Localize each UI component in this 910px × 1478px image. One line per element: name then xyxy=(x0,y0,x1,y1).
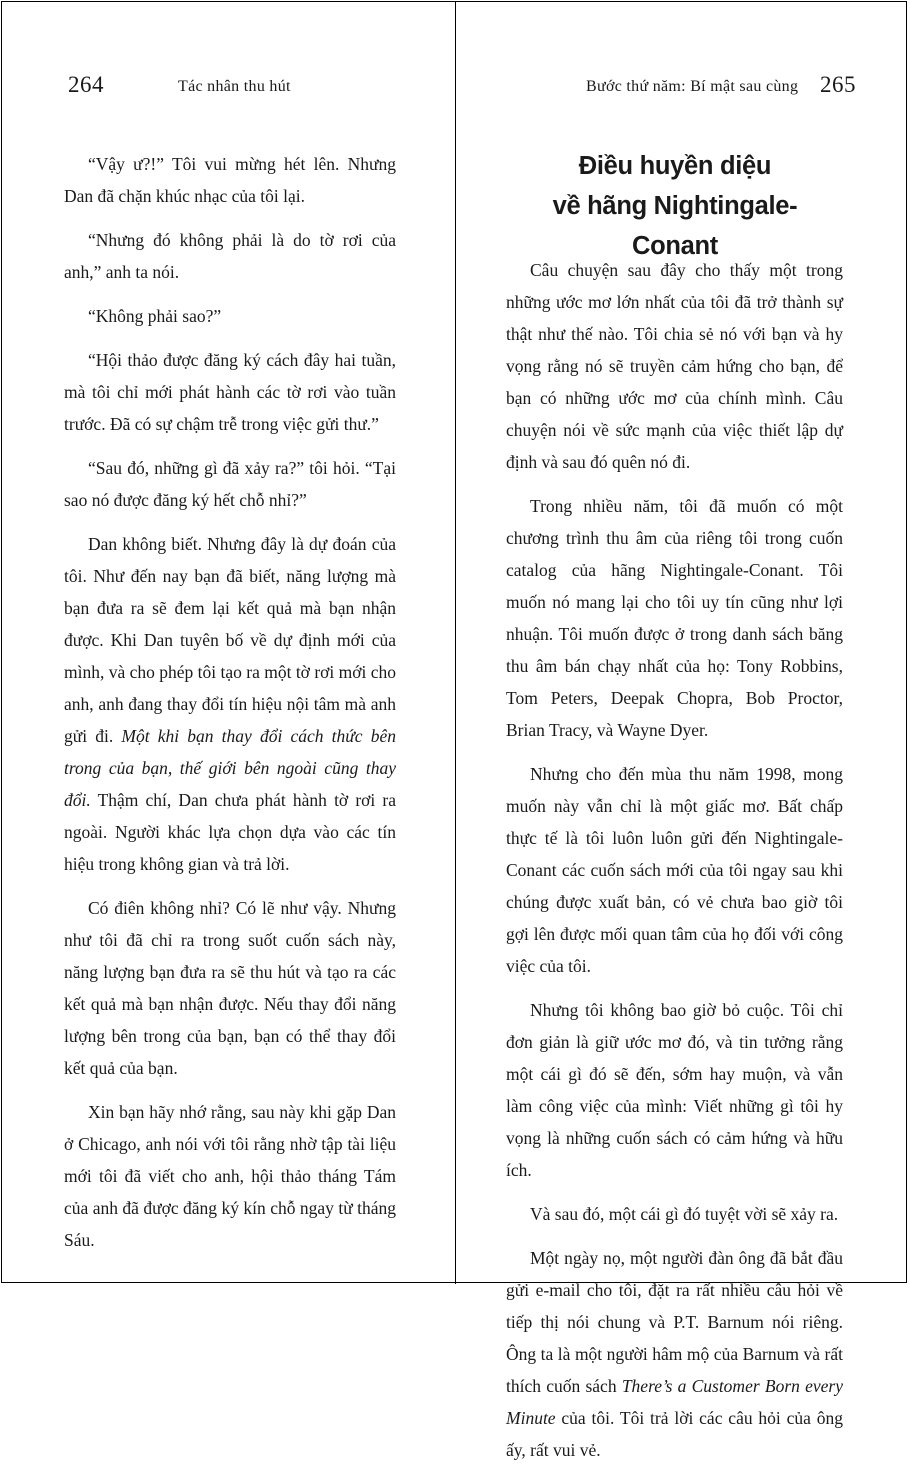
chapter-title-line: Điều huyền diệu xyxy=(578,152,772,180)
paragraph-text: Dan không biết. Nhưng đây là dự đoán của tôi. Như đến nay bạn đã biết, năng lượng mà bạn đưa ra sẽ đem lại kết quả mà bạn nhận được. Khi Dan tuyên bố về dự định mới của mình, và cho phép tôi tạo ra một tờ rơi mới cho anh, anh đang thay đổi tín hiệu nội tâm mà anh gửi đi. xyxy=(64,534,397,746)
book-title: There’s a Customer Born every Minute xyxy=(506,1376,843,1428)
right-page xyxy=(455,0,910,1460)
running-head: Bước thứ năm: Bí mật sau cùng xyxy=(586,78,799,95)
body-text xyxy=(506,254,843,1478)
paragraph: Và sau đó, một cái gì đó tuyệt vời sẽ xảy ra. xyxy=(530,1204,839,1224)
paragraph: Nhưng tôi không bao giờ bỏ cuộc. Tôi chỉ đơn giản là giữ ước mơ đó, và tin tưởng rằng một cái gì đó sẽ đến, sớm hay muộn, và vẫn làm công việc của mình: Viết những gì tôi hy vọng là những cuốn sách có cảm hứng và hữu ích. xyxy=(506,1000,843,1180)
paragraph-text: Thậm chí, Dan chưa phát hành tờ rơi ra ngoài. Người khác lựa chọn dựa vào các tín hiệu trong không gian và trả lời. xyxy=(64,790,396,874)
left-page xyxy=(0,0,455,1286)
page-number: 265 xyxy=(820,72,856,97)
paragraph: Trong nhiều năm, tôi đã muốn có một chương trình thu âm của riêng tôi trong cuốn catalog của hãng Nightingale-Conant. Tôi muốn nó mang lại cho tôi uy tín cũng như lợi nhuận. Tôi muốn được ở trong danh sách băng thu âm bán chạy nhất của họ: Tony Robbins, Tom Peters, Deepak Chopra, Bob Proctor, Brian Tracy, và Wayne Dyer. xyxy=(506,496,843,740)
chapter-title xyxy=(525,146,825,266)
running-head: Tác nhân thu hút xyxy=(178,78,291,95)
paragraph: “Không phải sao?” xyxy=(88,306,222,326)
chapter-title-line: về hãng Nightingale-Conant xyxy=(552,192,798,260)
paragraph: “Hội thảo được đăng ký cách đây hai tuần, mà tôi chỉ mới phát hành các tờ rơi vào tuần trước. Đã có sự chậm trễ trong việc gửi thư.” xyxy=(64,350,396,434)
page-number: 264 xyxy=(68,72,104,97)
paragraph: “Sau đó, những gì đã xảy ra?” tôi hỏi. “Tại sao nó được đăng ký hết chỗ nhỉ?” xyxy=(64,458,396,510)
paragraph: Có điên không nhỉ? Có lẽ như vậy. Nhưng như tôi đã chỉ ra trong suốt cuốn sách này, năng lượng bạn đưa ra sẽ thu hút và tạo ra các kết quả mà bạn nhận được. Nếu thay đổi năng lượng bên trong của bạn, bạn có thể thay đổi kết quả của bạn. xyxy=(64,898,396,1078)
italic-quote: Một khi bạn thay đổi cách thức bên trong của bạn, thế giới bên ngoài cũng thay đổi. xyxy=(64,726,396,810)
paragraph: Xin bạn hãy nhớ rằng, sau này khi gặp Dan ở Chicago, anh nói với tôi rằng nhờ tập tài liệu mới tôi đã viết cho anh, hội thảo tháng Tám của anh đã được đăng ký kín chỗ ngay từ tháng Sáu. xyxy=(64,1102,396,1250)
body-text xyxy=(64,148,396,1268)
paragraph xyxy=(64,528,396,880)
paragraph: “Nhưng đó không phải là do tờ rơi của anh,” anh ta nói. xyxy=(64,230,396,282)
paragraph: Nhưng cho đến mùa thu năm 1998, mong muốn này vẫn chỉ là một giấc mơ. Bất chấp thực tế là tôi luôn luôn gửi đến Nightingale-Conant các cuốn sách mới của tôi ngay sau khi chúng được xuất bản, có vẻ chưa bao giờ tôi gợi lên được mối quan tâm của họ đối với công việc của tôi. xyxy=(506,764,843,976)
paragraph-text: của tôi. Tôi trả lời các câu hỏi của ông ấy, rất vui vẻ. xyxy=(506,1408,843,1460)
paragraph: Câu chuyện sau đây cho thấy một trong những ước mơ lớn nhất của tôi đã trở thành sự thật như thế nào. Tôi chia sẻ nó với bạn và hy vọng rằng nó sẽ truyền cảm hứng cho bạn, để bạn có những ước mơ của chính mình. Câu chuyện nói về sức mạnh của việc thiết lập dự định và sau đó quên nó đi. xyxy=(506,260,843,472)
paragraph xyxy=(506,1242,843,1466)
paragraph: “Vậy ư?!” Tôi vui mừng hét lên. Nhưng Dan đã chặn khúc nhạc của tôi lại. xyxy=(64,154,396,206)
paragraph-text: Một ngày nọ, một người đàn ông đã bắt đầu gửi e-mail cho tôi, đặt ra rất nhiều câu hỏi về tiếp thị nói chung và P.T. Barnum nói riêng. Ông ta là một người hâm mộ của Barnum và rất thích cuốn sách xyxy=(506,1248,843,1396)
